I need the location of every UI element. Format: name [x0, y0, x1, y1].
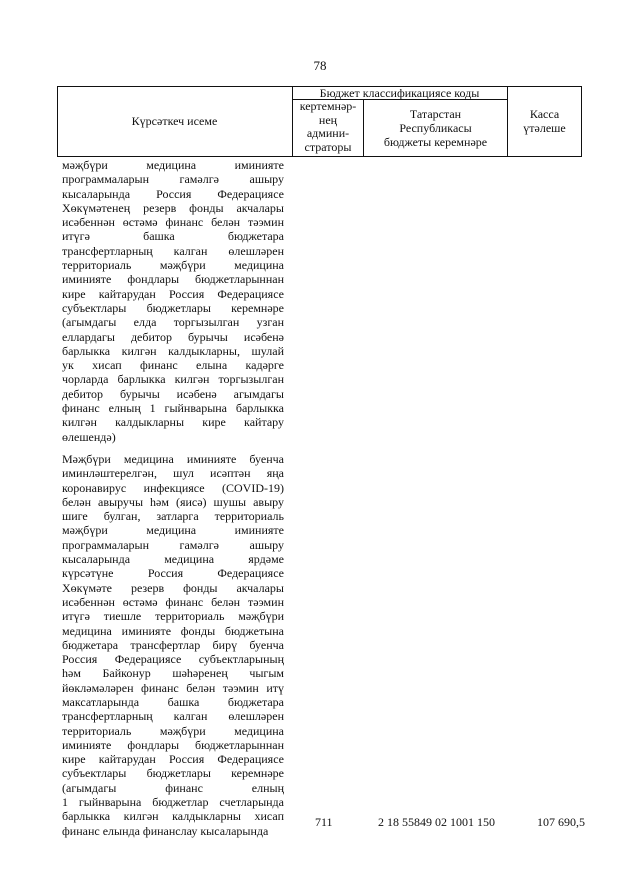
indicator-line: иминләштерелгән, шул исәптән яңа: [62, 466, 284, 481]
cash-header: [508, 107, 581, 135]
indicator-line: кысаларында медицина ярдәме: [62, 552, 284, 567]
indicator-line: килгән калдыкларны кире кайтару: [62, 415, 284, 430]
revenue-code-cell: 2 18 55849 02 1001 150: [378, 815, 495, 829]
indicator-line: бюджетара трансфертлар бирү буенча: [62, 637, 284, 652]
indicator-line: Мәҗбүри медицина иминияте буенча: [62, 451, 284, 466]
admin-header-line: страторы: [304, 139, 352, 154]
indicator-line: территориаль мәҗбүри медицина: [62, 258, 284, 273]
indicator-name-header: Күрсәткеч исеме: [131, 114, 218, 128]
revenue-header-line: бюджеты керемнәре: [383, 135, 488, 149]
table-row-indicator: [62, 158, 284, 444]
indicator-line: программаларын гамәлгә ашыру: [62, 172, 284, 187]
revenue-header-line: Татарстан: [409, 107, 462, 121]
indicator-line: трансфертларның калган өлешләрен: [62, 709, 284, 724]
table-body: [62, 158, 284, 846]
indicator-line: программаларын гамәлгә ашыру: [62, 537, 284, 552]
indicator-line: Хөкүмәтенең резерв фонды акчалары: [62, 200, 284, 215]
indicator-line: максатларында башка бюджетара: [62, 694, 284, 709]
indicator-line: һәм Байконур шәһәренең чыгым: [62, 666, 284, 681]
indicator-line: территориаль мәҗбүри медицина: [62, 723, 284, 738]
indicator-line: финанс елында финанслау кысаларында: [62, 823, 269, 838]
header-border-right: [581, 86, 582, 157]
indicator-line: йөкләмәләрен финанс белән тәэмин итү: [62, 680, 284, 695]
indicator-line: өлешендә): [62, 429, 116, 444]
indicator-line: исәбеннән өстәмә финанс белән тәэмин: [62, 215, 284, 230]
indicator-line: медицина иминияте фонды бюджетына: [62, 623, 284, 638]
indicator-line: чорларда барлыкка килгән торгызылган: [62, 372, 284, 387]
budget-code-group-header: Бюджет классификациясе коды: [319, 86, 480, 100]
admin-header: [293, 100, 363, 154]
indicator-line: күрсәтүне Россия Федерациясе: [62, 566, 284, 581]
indicator-line: дебитор бурычы исәбенә агымдагы: [62, 386, 284, 401]
indicator-line: финанс елның 1 гыйнварына барлыкка: [62, 401, 284, 416]
admin-header-line: админи-: [306, 126, 350, 140]
indicator-line: барлыкка килгән калдыкларны, шулай: [62, 343, 284, 358]
indicator-line: итүгә тиешле территориаль мәҗбүри: [62, 609, 284, 624]
indicator-line: Хөкүмәте резерв фонды акчалары: [62, 580, 284, 595]
indicator-line: итүгә башка бюджетара: [62, 229, 284, 244]
indicator-line: белән авыручы һәм (яисә) шушы авыру: [62, 494, 284, 509]
indicator-line: (агымдагы финанс елның: [62, 780, 284, 795]
indicator-line: мәҗбүри медицина иминияте: [62, 523, 284, 538]
indicator-line: (агымдагы елда торгызылган узган: [62, 315, 284, 330]
table-header: [57, 86, 582, 166]
indicator-line: кысаларында Россия Федерациясе: [62, 186, 284, 201]
indicator-line: трансфертларның калган өлешләрен: [62, 243, 284, 258]
indicator-line: 1 гыйнварына бюджетлар счетларында: [62, 795, 284, 810]
revenue-header-line: Республикасы: [399, 121, 472, 135]
indicator-line: мәҗбүри медицина иминияте: [62, 158, 284, 172]
cash-header-line: үтәлеше: [523, 121, 566, 135]
indicator-line: еллардагы дебитор бурычы исәбенә: [62, 329, 284, 344]
indicator-line: иминияте фондлары бюджетларыннан: [62, 272, 284, 287]
cash-header-line: Касса: [529, 107, 560, 121]
indicator-line: иминияте фондлары бюджетларыннан: [62, 737, 284, 752]
indicator-line: кире кайтарудан Россия Федерациясе: [62, 286, 284, 301]
indicator-line: барлыкка килгән калдыкларны хисап: [62, 809, 284, 824]
indicator-line: субъектлары бюджетлары керемнәре: [62, 300, 284, 315]
revenue-header: [364, 107, 507, 149]
table-row-indicator: [62, 452, 284, 838]
cash-amount-cell: 107 690,5: [537, 815, 585, 829]
indicator-line: ук хисап финанс елына кадәрге: [62, 358, 284, 373]
indicator-line: шиге булган, затларга территориаль: [62, 509, 284, 524]
indicator-line: коронавирус инфекциясе (COVID-19): [62, 480, 284, 495]
admin-header-line: кертемнәр-: [299, 99, 357, 113]
indicator-line: субъектлары бюджетлары керемнәре: [62, 766, 284, 781]
header-border-bottom: [57, 156, 582, 157]
indicator-line: кире кайтарудан Россия Федерациясе: [62, 752, 284, 767]
admin-code-cell: 711: [315, 815, 333, 829]
indicator-line: исәбеннән өстәмә финанс белән тәэмин: [62, 594, 284, 609]
admin-header-line: нең: [318, 112, 338, 127]
indicator-line: Россия Федерациясе субъектларының: [62, 652, 284, 667]
page-number: 78: [313, 58, 327, 73]
